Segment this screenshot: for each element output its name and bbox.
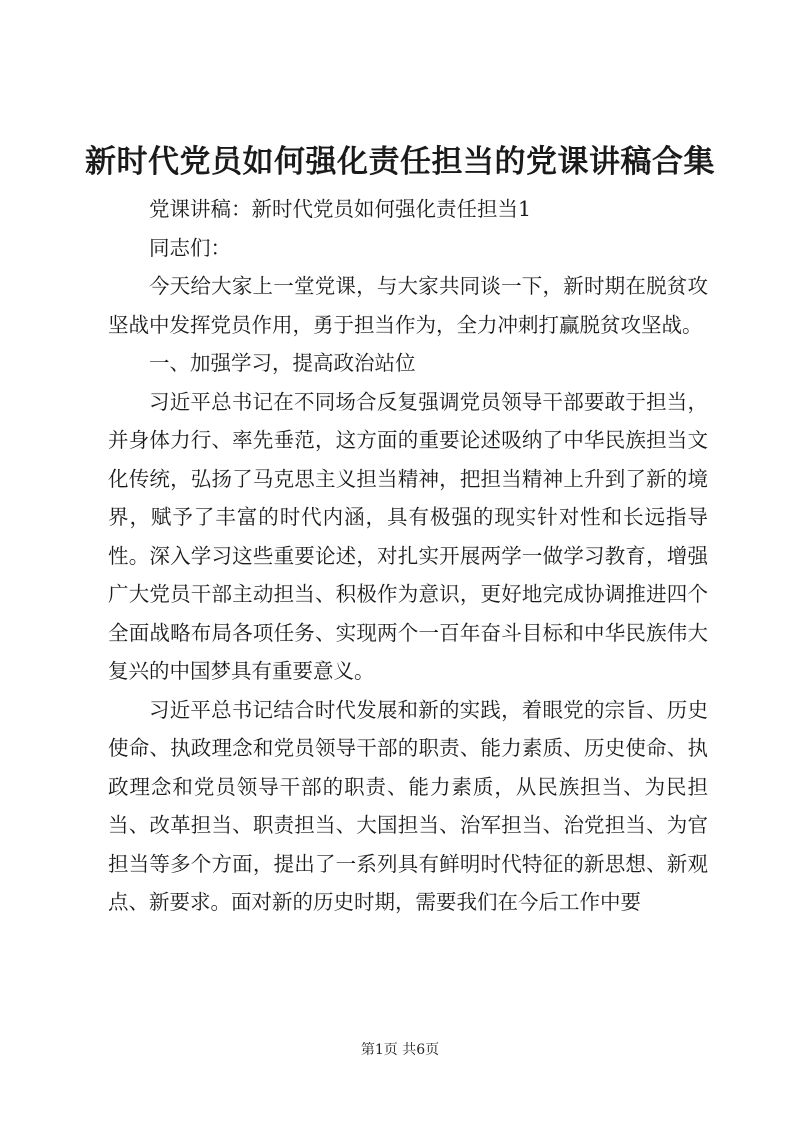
paragraph-subtitle: 党课讲稿：新时代党员如何强化责任担当1	[149, 197, 532, 221]
paragraph-body: 习近平总书记结合时代发展和新的实践，着眼党的宗旨、历史使命、执政理念和党员领导干部的职责、能力素质、历史使命、执政理念和党员领导干部的职责、能力素质，从民族担当、为民担当、改革担当、职责担当、大国担当、治军担当、治党担当、为官担当等多个方面，提出了一系列具有鲜明时代特征的新思想、新观点、新要求。面对新的历史时期，需要我们在今后工作中要	[108, 697, 708, 914]
page-footer: 第1页 共6页	[360, 1042, 440, 1058]
paragraph-salutation: 同志们：	[149, 235, 231, 260]
document-title: 新时代党员如何强化责任担当的党课讲稿合集	[85, 144, 715, 180]
paragraph-body: 习近平总书记在不同场合反复强调党员领导干部要敢于担当，并身体力行、率先垂范，这方面的重要论述吸纳了中华民族担当文化传统，弘扬了马克思主义担当精神，把担当精神上升到了新的境界，赋予了丰富的时代内涵，具有极强的现实针对性和长远指导性。深入学习这些重要论述，对扎实开展两学一做学习教育，增强广大党员干部主动担当、积极作为意识，更好地完成协调推进四个全面战略布局各项任务、实现两个一百年奋斗目标和中华民族伟大复兴的中国梦具有重要意义。	[108, 389, 708, 683]
section-heading: 一、加强学习，提高政治站位	[149, 351, 416, 375]
paragraph-intro: 今天给大家上一堂党课，与大家共同谈一下，新时期在脱贫攻坚战中发挥党员作用，勇于担当作为，全力冲刺打赢脱贫攻坚战。	[108, 274, 708, 337]
document-body	[108, 190, 708, 922]
